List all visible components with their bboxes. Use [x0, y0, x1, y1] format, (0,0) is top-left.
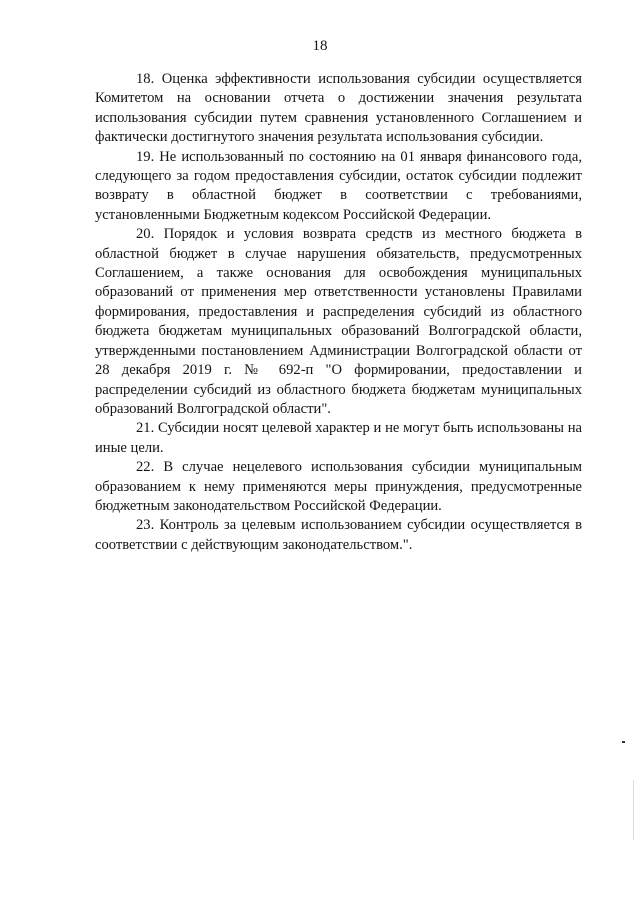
paragraph-23: 23. Контроль за целевым использованием субсидии осуществляется в соответствии с действующим законодательством.". — [95, 517, 582, 553]
paragraph-19: 19. Не использованный по состоянию на 01 января финансового года, следующего за годом предоставления субсидии, остаток субсидии подлежит возврату в областной бюджет в соответствии с требованиями, установленными Бюджетным кодексом Российской Федерации. — [95, 148, 582, 223]
scan-artifact-line — [633, 780, 634, 840]
paragraph-22: 22. В случае нецелевого использования субсидии муниципальным образованием к нему применяются меры принуждения, предусмотренные бюджетным законодательством Российской Федерации. — [95, 459, 582, 514]
document-body — [95, 70, 582, 555]
paragraph-21: 21. Субсидии носят целевой характер и не могут быть использованы на иные цели. — [95, 420, 582, 456]
paragraph-20: 20. Порядок и условия возврата средств из местного бюджета в областной бюджет в случае нарушения обязательств, предусмотренных Соглашением, а также основания для освобождения муниципальных образований от применения мер ответственности установлены Правилами формирования, предоставления и распределения субсидий из областного бюджета бюджетам муниципальных образований Волгоградской области, утвержденными постановлением Администрации Волгоградской области от 28 декабря 2019 г. № 692-п "О формировании, предоставлении и распределении субсидий из областного бюджета бюджетам муниципальных образований Волгоградской области". — [95, 226, 582, 417]
scan-artifact-mark — [622, 741, 625, 743]
paragraph-18: 18. Оценка эффективности использования субсидии осуществляется Комитетом на основании отчета о достижении значения результата использования субсидии путем сравнения установленного Соглашением и фактически достигнутого значения результата использования субсидии. — [95, 71, 582, 146]
page-number: 18 — [312, 38, 328, 54]
